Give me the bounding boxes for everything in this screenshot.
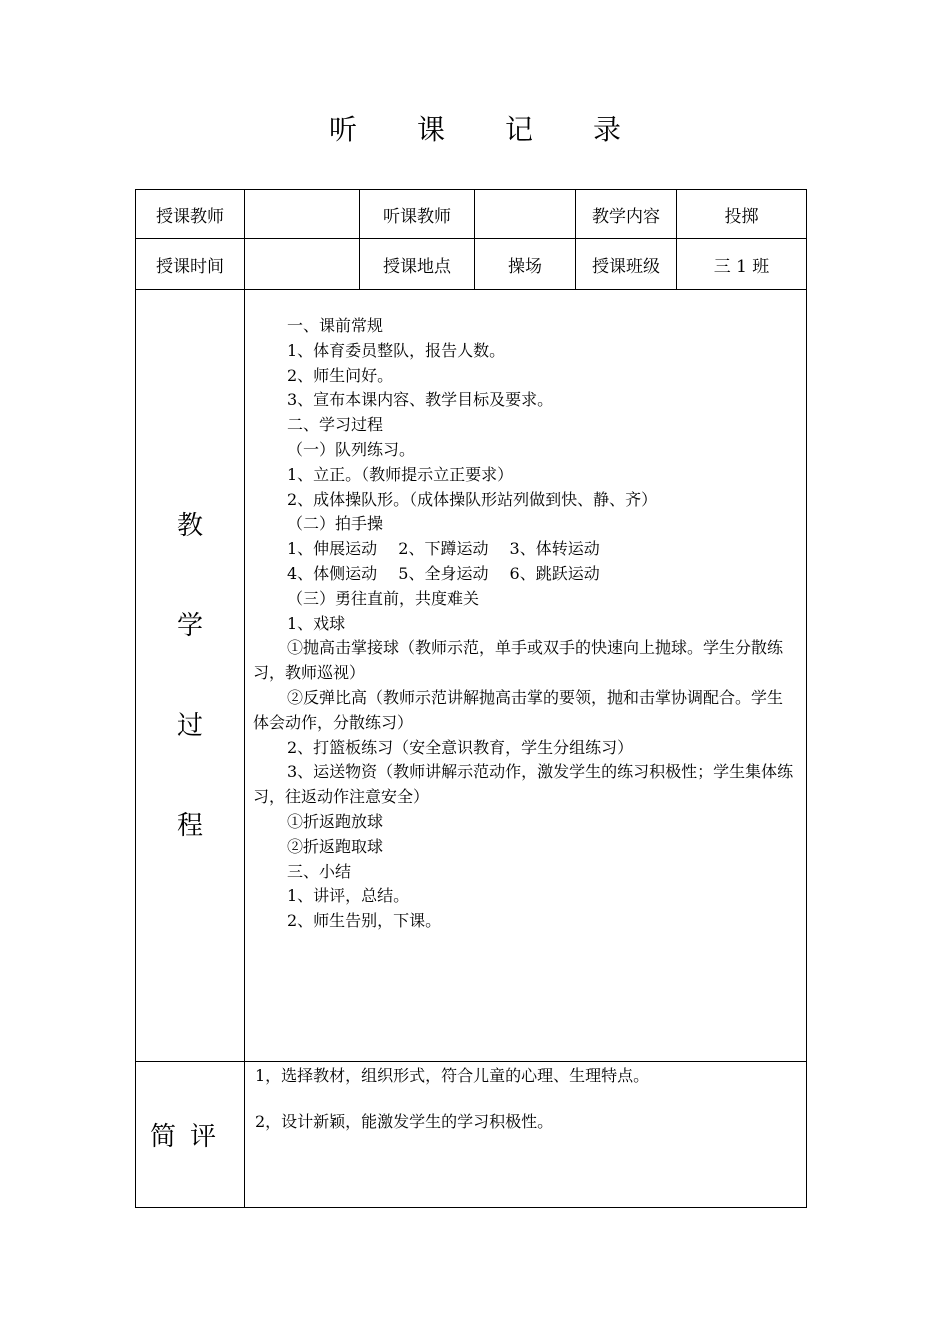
place-label: 授课地点 bbox=[360, 239, 475, 290]
page-title bbox=[0, 110, 950, 150]
process-line: 2、师生告别，下课。 bbox=[287, 911, 442, 931]
process-line: 3、运送物资（教师讲解示范动作，激发学生的练习积极性；学生集体练习，往返动作注意安全） bbox=[253, 762, 794, 807]
time-label: 授课时间 bbox=[136, 239, 245, 290]
time-value bbox=[245, 239, 360, 290]
content-label: 教学内容 bbox=[576, 190, 677, 239]
process-line: ②反弹比高（教师示范讲解抛高击掌的要领，抛和击掌协调配合。学生体会动作，分散练习） bbox=[253, 687, 784, 732]
class-value: 三 1 班 bbox=[677, 239, 807, 290]
process-line: ①折返跑放球 bbox=[287, 811, 384, 831]
process-content-cell bbox=[245, 290, 807, 1062]
table-row bbox=[136, 190, 807, 239]
title-char: 课 bbox=[417, 113, 446, 146]
review-label-cell bbox=[136, 1062, 245, 1208]
process-label-char: 程 bbox=[176, 810, 203, 841]
title-char: 听 bbox=[329, 113, 358, 146]
table-row bbox=[136, 1062, 807, 1208]
table-row bbox=[136, 239, 807, 290]
process-label-char: 教 bbox=[176, 510, 203, 541]
table-row bbox=[136, 290, 807, 1062]
process-line: 一、课前常规 bbox=[287, 316, 384, 335]
process-line: 3、宣布本课内容、教学目标及要求。 bbox=[287, 390, 554, 410]
class-label: 授课班级 bbox=[576, 239, 677, 290]
process-line: 1、立正。（教师提示立正要求） bbox=[287, 464, 514, 484]
title-char: 录 bbox=[593, 113, 622, 146]
lesson-record-table bbox=[135, 189, 807, 1208]
process-line: 二、学习过程 bbox=[287, 415, 384, 435]
teacher-value bbox=[245, 190, 360, 239]
process-label-char: 学 bbox=[176, 610, 203, 641]
review-line: 2，设计新颖，能激发学生的学习积极性。 bbox=[255, 1112, 554, 1131]
process-line: 1、伸展运动 2、下蹲运动 3、体转运动 bbox=[287, 539, 600, 559]
process-line: ②折返跑取球 bbox=[287, 836, 384, 856]
process-line: （三）勇往直前，共度难关 bbox=[287, 588, 480, 608]
review-line: 1，选择教材，组织形式，符合儿童的心理、生理特点。 bbox=[255, 1066, 650, 1085]
process-line: 三、小结 bbox=[287, 861, 352, 881]
process-line: 2、师生问好。 bbox=[287, 365, 394, 385]
process-label-char: 过 bbox=[176, 710, 203, 741]
process-line: 1、体育委员整队，报告人数。 bbox=[287, 340, 506, 360]
place-value: 操场 bbox=[475, 239, 576, 290]
review-label: 简评 bbox=[149, 1122, 230, 1152]
teacher-label: 授课教师 bbox=[136, 190, 245, 239]
process-line: 1、讲评，总结。 bbox=[287, 886, 410, 906]
process-line: 4、体侧运动 5、全身运动 6、跳跃运动 bbox=[287, 563, 600, 583]
review-content-cell bbox=[245, 1062, 807, 1208]
process-line: 1、戏球 bbox=[287, 613, 346, 633]
listener-value bbox=[475, 190, 576, 239]
process-line: （一）队列练习。 bbox=[287, 439, 416, 459]
process-line: （二）拍手操 bbox=[287, 514, 384, 534]
process-line: 2、成体操队形。（成体操队形站列做到快、静、齐） bbox=[287, 489, 658, 509]
listener-label: 听课教师 bbox=[360, 190, 475, 239]
process-label bbox=[136, 290, 244, 1061]
process-line: 2、打篮板练习（安全意识教育，学生分组练习） bbox=[287, 737, 634, 757]
title-char: 记 bbox=[505, 113, 534, 146]
content-value: 投掷 bbox=[677, 190, 807, 239]
process-line: ①抛高击掌接球（教师示范，单手或双手的快速向上抛球。学生分散练习，教师巡视） bbox=[253, 638, 784, 683]
process-label-cell bbox=[136, 290, 245, 1062]
process-content bbox=[245, 290, 806, 934]
review-content bbox=[245, 1062, 806, 1134]
